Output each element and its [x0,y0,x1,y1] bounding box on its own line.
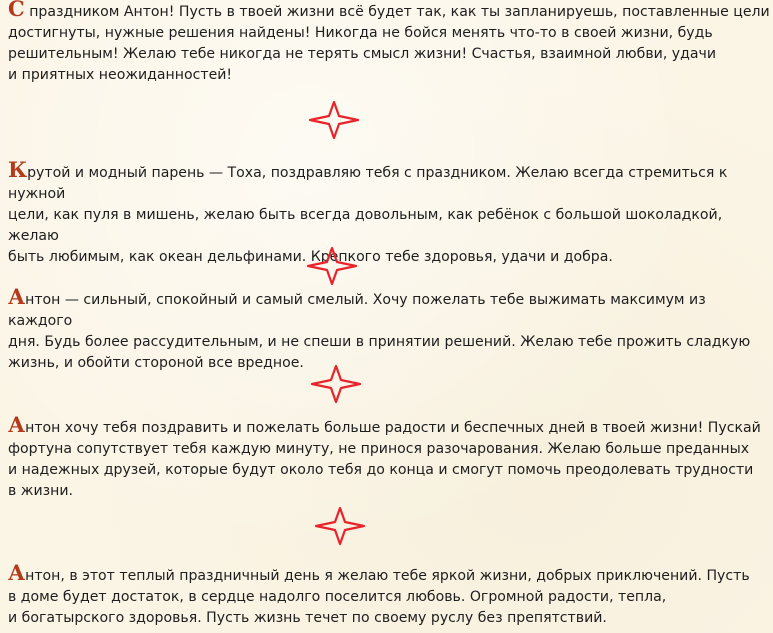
greeting-line: нтон — сильный, спокойный и самый смелый. Хочу пожелать тебе выжимать максимум из каждого [8,292,706,329]
greeting-line: цели, как пуля в мишень, желаю быть всегда довольным, как ребёнок с большой шоколадкой, желаю [8,207,723,244]
greeting-line: в жизни. [8,483,73,499]
greeting-line: и богатырского здоровья. Пусть жизнь течет по своему руслу без препятствий. [8,610,607,626]
greeting-line: фортуна сопутствует тебя каждую минуту, не принося разочарования. Желаю больше преданных [8,441,750,457]
greeting-line: решительным! Желаю тебе никогда не терять смысл жизни! Счастья, взаимной любви, удачи [8,46,716,62]
greeting-line: достигнуты, нужные решения найдены! Никогда не бойся менять что-то в своей жизни, будь [8,25,713,41]
greeting-2 [8,157,773,268]
drop-initial: А [8,412,26,437]
greeting-line: в доме будет достаток, в сердце надолго поселится любовь. Огромной радости, тепла, [8,589,667,605]
drop-initial: К [8,157,28,182]
greeting-line: рутой и модный парень — Тоха, поздравляю тебя с праздником. Желаю всегда стремиться к нужной [8,165,728,202]
four-point-star-icon [308,100,360,140]
greeting-line: и надежных друзей, которые будут около тебя до конца и смогут помочь преодолевать трудности [8,462,754,478]
four-point-star-icon [310,364,362,404]
greeting-3 [8,284,773,374]
greeting-line: жизнь, и обойти стороной все вредное. [8,355,304,371]
greeting-line: и приятных неожиданностей! [8,67,233,83]
greeting-line: праздником Антон! Пусть в твоей жизни всё будет так, как ты запланируешь, поставленные цели [24,4,770,20]
greeting-line: быть любимым, как океан дельфинами. Крепкого тебе здоровья, удачи и добра. [8,249,613,265]
greeting-1 [8,2,773,86]
drop-initial: А [8,560,26,585]
greeting-line: нтон, в этот теплый праздничный день я желаю тебе яркой жизни, добрых приключений. Пусть [25,568,750,584]
greeting-5 [8,560,773,629]
four-point-star-icon [314,506,366,546]
drop-initial: С [8,0,25,21]
four-point-star-icon [306,246,358,286]
drop-initial: А [8,284,26,309]
greeting-4 [8,412,773,502]
greeting-line: нтон хочу тебя поздравить и пожелать больше радости и беспечных дней в твоей жизни! Пускай [25,420,761,436]
greeting-line: дня. Будь более рассудительным, и не спеши в принятии решений. Желаю тебе прожить сладкую [8,334,751,350]
